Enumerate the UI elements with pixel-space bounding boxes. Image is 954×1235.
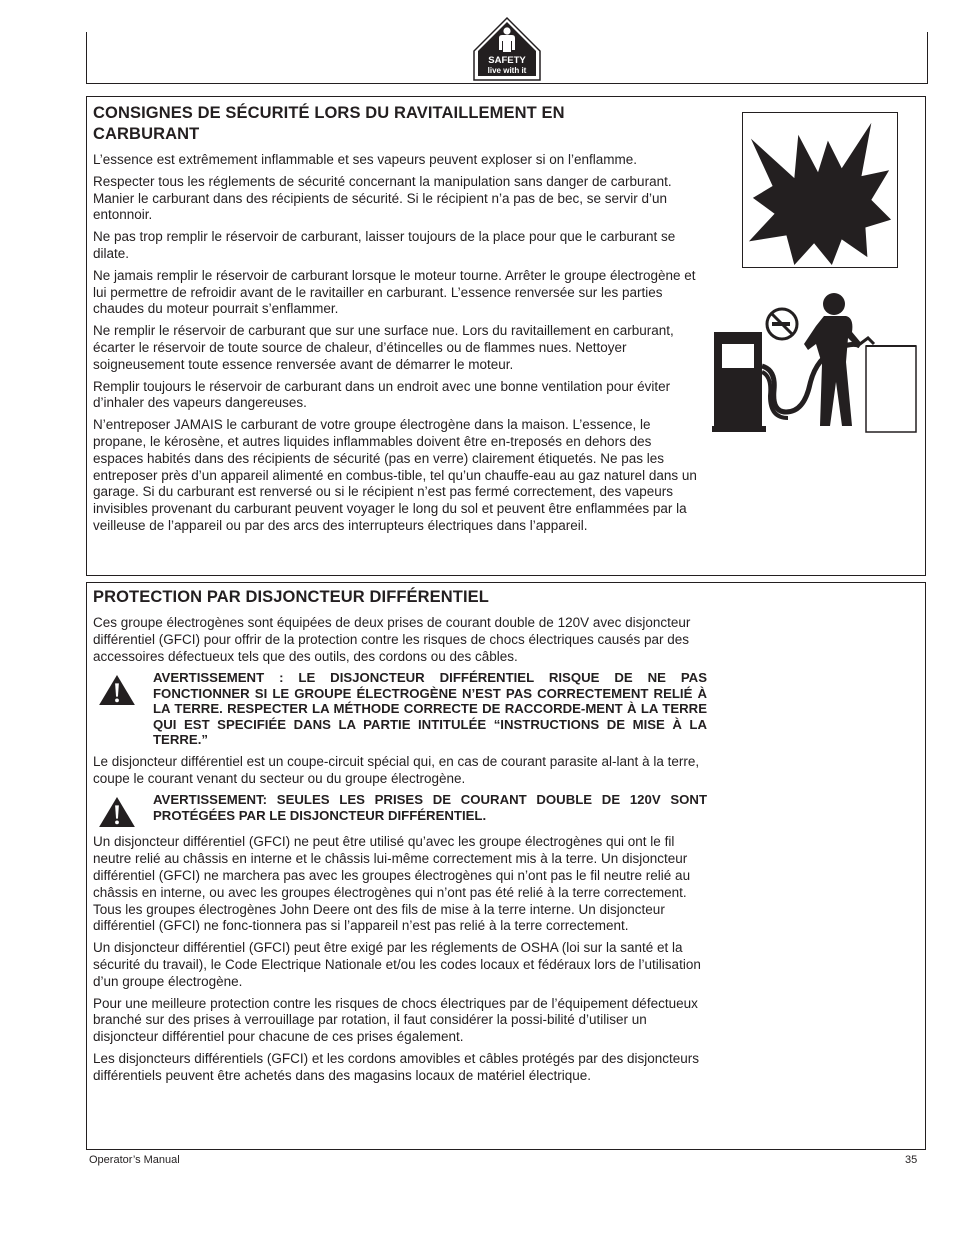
refuel-paragraph-6: Remplir toujours le réservoir de carburant dans un endroit avec une bonne ventilation pour éviter d’inhaler des vapeurs dangereuses. (93, 378, 671, 411)
footer-page-number: 35 (905, 1154, 918, 1166)
gfci-paragraph-6: Les disjoncteurs différentiels (GFCI) et les cordons amovibles et câbles protégés par des disjoncteurs différentiels peuvent être achetés dans des magasins locaux de matériel électrique. (93, 1051, 700, 1083)
refuel-paragraph-2: Respecter tous les réglements de sécurité concernant la manipulation sans danger de carburant. Manier le carburant dans des récipients de sécurité. Si le récipient n’a pas de bec, se servir d’un entonnoir. (93, 173, 672, 223)
gfci-warning-2-text: AVERTISSEMENT: SEULES LES PRISES DE COURANT DOUBLE DE 120V SONT PROTÉGÉES PAR LE DISJONCTEUR DIFFÉRENTIEL. (153, 792, 707, 823)
explosion-icon (742, 112, 898, 268)
safety-logo (472, 16, 542, 82)
gfci-warning-1 (93, 670, 707, 748)
gfci-paragraph-2: Le disjoncteur différentiel est un coupe-circuit spécial qui, en cas de courant parasite al-lant à la terre, coupe le courant venant du secteur ou du groupe électrogène. (93, 753, 700, 786)
gfci-section (86, 582, 926, 1150)
gfci-title: PROTECTION PAR DISJONCTEUR DIFFÉRENTIEL (93, 588, 489, 606)
refuel-paragraph-3: Ne pas trop remplir le réservoir de carburant, laisser toujours de la place pour que le carburant se dilate. (93, 229, 676, 261)
refuel-paragraph-1: L’essence est extrêmement inflammable et ses vapeurs peuvent exploser si on l’enflamme. (93, 152, 638, 167)
gfci-text-column (93, 587, 707, 1090)
gfci-paragraph-5: Pour une meilleure protection contre les risques de chocs électriques par de l’équipement défectueux branché sur des prises à verrouillage par rotation, il faut considérer la possi-bilité d’utiliser un disjoncteur différentiel pour chacune de ces prises également. (93, 995, 698, 1045)
refuel-paragraph-7: N’entreposer JAMAIS le carburant de votre groupe électrogène dans la maison. L’essence, le propane, le kérosène, et autres liquides inflammables doivent être en-treposés en dehors des espaces habités dans des récipients de sécurité (pas en verre) clairement étiquetés. Ne pas les entreposer près d’un appareil alimenté en combus-tible, tel qu’un chauffe-eau au gaz naturel dans un garage. Si du carburant est renversé ou si le récipient n’est pas fermé correctement, des vapeurs invisibles provenant du carburant peuvent voyager le long du sol et peuvent être enflammées par la veilleuse de l’appareil ou par des arcs des interrupteurs électriques dans l’appareil. (93, 417, 697, 533)
warning-triangle-icon (97, 674, 137, 706)
refuel-paragraph-4: Ne jamais remplir le réservoir de carburant lorsque le moteur tourne. Arrêter le groupe électrogène et lui permettre de refroidir avant de le ravitailler en carburant. L’essence renversée sur les parties chaudes du moteur pourrait s’enflammer. (93, 267, 696, 317)
logo-safety-text: SAFETY (488, 55, 526, 66)
footer-manual-label: Operator’s Manual (89, 1154, 180, 1166)
gfci-paragraph-3: Un disjoncteur différentiel (GFCI) ne peut être utilisé qu’avec les groupe électrogènes qui ont le fil neutre relié au châssis en interne et le châssis lui-même correctement mis à la terre. Un disjoncteur différentiel (GFCI) ne marchera pas avec les groupes électrogènes qui n’ont pas le fil neutre relié au châssis en interne, ou avec les groupes électrogènes qui n’ont pas été relié à la terre correctement. Tous les groupes électrogènes John Deere ont des fils de mise à la terre interne. Un disjoncteur différentiel (GFCI) ne fonc-tionnera pas si l’appareil n’est pas relié à la terre correctement. (93, 834, 691, 934)
gfci-paragraph-1: Ces groupe électrogènes sont équipées de deux prises de courant double de 120V avec disjoncteur différentiel (GFCI) pour offrir de la protection contre les risques de chocs électriques causés par des accessoires défectueux tels que des outils, des cordons ou des câbles. (93, 615, 691, 664)
refuel-paragraph-5: Ne remplir le réservoir de carburant que sur une surface nue. Lors du ravitaillement en carburant, écarter le réservoir de toute source de chaleur, d’étincelles ou de flammes nues. Nettoyer soigneusement toute essence renversée avant de démarrer le moteur. (93, 323, 674, 372)
warning-triangle-icon (97, 796, 137, 828)
fuel-pump-no-smoking-icon (712, 286, 920, 434)
gfci-warning-2 (93, 792, 707, 828)
refuel-text-column (93, 103, 701, 540)
gfci-paragraph-4: Un disjoncteur différentiel (GFCI) peut être exigé par les réglements de OSHA (loi sur la santé et la sécurité du travail), le Code Electrique Nationale et/ou les codes locaux et fédéraux lors de l’utilisation d’un groupe électrogène. (93, 940, 701, 989)
refuel-title: CONSIGNES DE SÉCURITÉ LORS DU RAVITAILLEMENT EN CARBURANT (93, 104, 565, 143)
gfci-warning-1-text: AVERTISSEMENT : LE DISJONCTEUR DIFFÉRENTIEL RISQUE DE NE PAS FONCTIONNER SI LE GROUPE ÉLECTROGÈNE N’EST PAS CORRECTEMENT RELIÉ À LA TERRE. RESPECTER LA MÉTHODE CORRECTE DE RACCORDE-MENT À LA TERRE QUI EST SPECIFIÉE DANS LA PARTIE INTITULÉE “INSTRUCTIONS DE MISE À LA TERRE.” (153, 670, 707, 748)
logo-tagline-text: live with it (487, 66, 527, 75)
